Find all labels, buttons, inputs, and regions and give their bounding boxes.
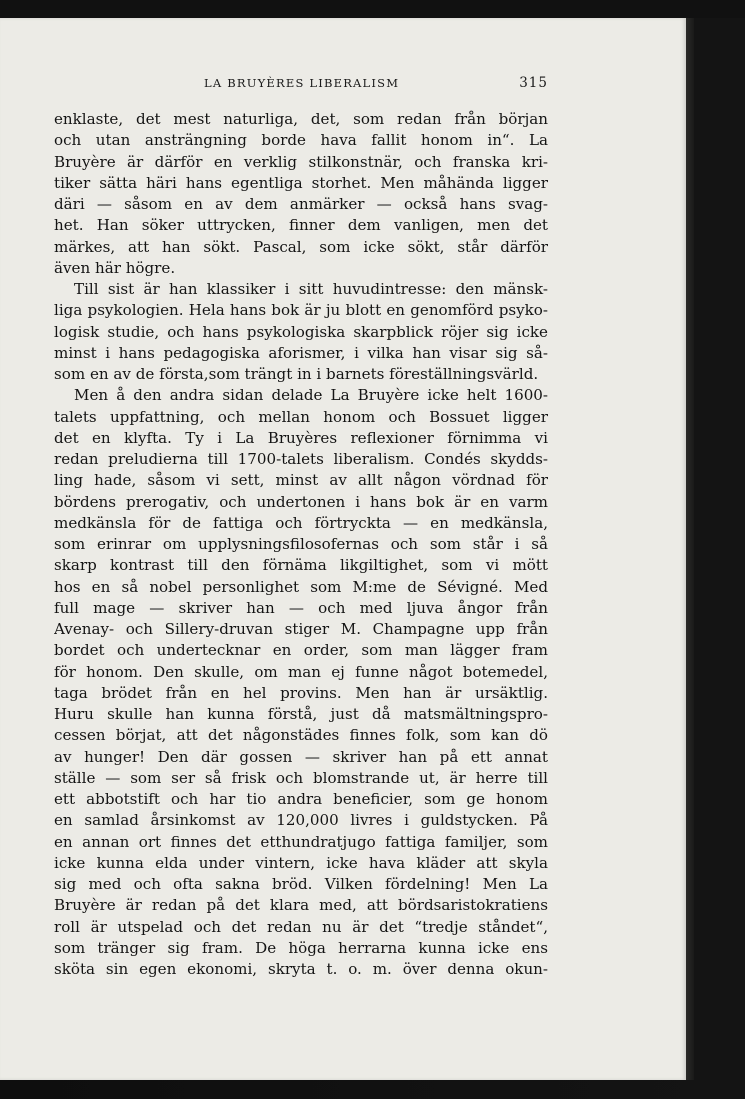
text-line: sköta sin egen ekonomi, skryta t. o. m. över denna okun- xyxy=(54,960,548,978)
text-line: av hunger! Den där gossen — skriver han på ett annat xyxy=(54,747,548,766)
text-line: Till sist är han klassiker i sitt huvudintresse: den mänsk- xyxy=(74,280,548,298)
text-line: liga psykologien. Hela hans bok är ju blott en genomförd psyko- xyxy=(54,301,548,320)
text-line: en samlad årsinkomst av 120,000 livres i guldstycken. På xyxy=(54,811,548,830)
running-head xyxy=(54,76,548,96)
text-line: ling hade, såsom vi sett, minst av allt någon vördnad för xyxy=(54,471,548,490)
body-text xyxy=(54,109,548,980)
text-line: som en av de första,som trängt in i barnets föreställningsvärld. xyxy=(54,365,539,383)
text-line: taga brödet från en hel provins. Men han är ursäktlig. xyxy=(54,683,548,702)
text-line: redan preludierna till 1700-talets liberalism. Condés skydds- xyxy=(54,450,548,468)
text-line: ställe — som ser så frisk och blomstrande ut, är herre till xyxy=(54,768,548,787)
text-line: sig med och ofta sakna bröd. Vilken fördelning! Men La xyxy=(54,875,548,893)
text-line: icke kunna elda under vintern, icke hava kläder att skyla xyxy=(54,853,548,872)
text-line: ett abbotstift och har tio andra beneficier, som ge honom xyxy=(54,790,548,808)
text-line: Men å den andra sidan delade La Bruyère icke helt 1600- xyxy=(74,386,548,405)
text-line: minst i hans pedagogiska aforismer, i vilka han visar sig så- xyxy=(54,343,548,362)
text-line: medkänsla för de fattiga och förtryckta — en medkänsla, xyxy=(54,513,548,532)
text-line: Avenay- och Sillery-druvan stiger M. Champagne upp från xyxy=(54,620,548,638)
text-line: enklaste, det mest naturliga, det, som redan från början xyxy=(54,110,548,128)
text-line: Bruyère är därför en verklig stilkonstnär, och franska kri- xyxy=(54,152,548,171)
text-line: skarp kontrast till den förnäma likgiltighet, som vi mött xyxy=(54,556,548,575)
text-line: talets uppfattning, och mellan honom och Bossuet ligger xyxy=(54,407,548,426)
text-line: het. Han söker uttrycken, finner dem vanligen, men det xyxy=(54,216,548,235)
text-line: tiker sätta häri hans egentliga storhet. Men måhända ligger xyxy=(54,173,548,192)
text-line: en annan ort finnes det etthundratjugo fattiga familjer, som xyxy=(54,832,548,851)
text-line: som erinrar om upplysningsfilosofernas och som står i så xyxy=(54,535,548,553)
page-edge-shadow xyxy=(686,18,694,1080)
text-line: bordet och undertecknar en order, som man lägger fram xyxy=(54,641,548,660)
text-line: bördens prerogativ, och undertonen i hans bok är en varm xyxy=(54,492,548,511)
text-line: hos en så nobel personlighet som M:me de Sévigné. Med xyxy=(54,577,548,596)
text-line: Huru skulle han kunna förstå, just då matsmältningspro- xyxy=(54,705,548,723)
text-line: däri — såsom en av dem anmärker — också hans svag- xyxy=(54,195,548,213)
text-line: Bruyère är redan på det klara med, att bördsaristokratiens xyxy=(54,896,548,915)
text-line: cessen börjat, att det någonstädes finnes folk, som kan dö xyxy=(54,726,548,745)
text-line: märkes, att han sökt. Pascal, som icke sökt, står därför xyxy=(54,237,548,256)
text-line: full mage — skriver han — och med ljuva ångor från xyxy=(54,598,548,617)
text-line: även här högre. xyxy=(54,258,176,277)
text-line: logisk studie, och hans psykologiska skarpblick röjer sig icke xyxy=(54,322,548,341)
text-line: roll är utspelad och det redan nu är det “tredje ståndet“, xyxy=(54,917,548,936)
page-number: 315 xyxy=(519,75,548,91)
scan-top-border xyxy=(0,0,745,18)
text-line: det en klyfta. Ty i La Bruyères reflexioner förnimma vi xyxy=(54,428,548,447)
running-title: LA BRUYÈRES LIBERALISM xyxy=(204,76,400,90)
text-line: för honom. Den skulle, om man ej funne något botemedel, xyxy=(54,662,548,681)
text-line: som tränger sig fram. De höga herrarna kunna icke ens xyxy=(54,938,548,957)
text-line: och utan ansträngning borde hava fallit honom in“. La xyxy=(54,131,548,150)
